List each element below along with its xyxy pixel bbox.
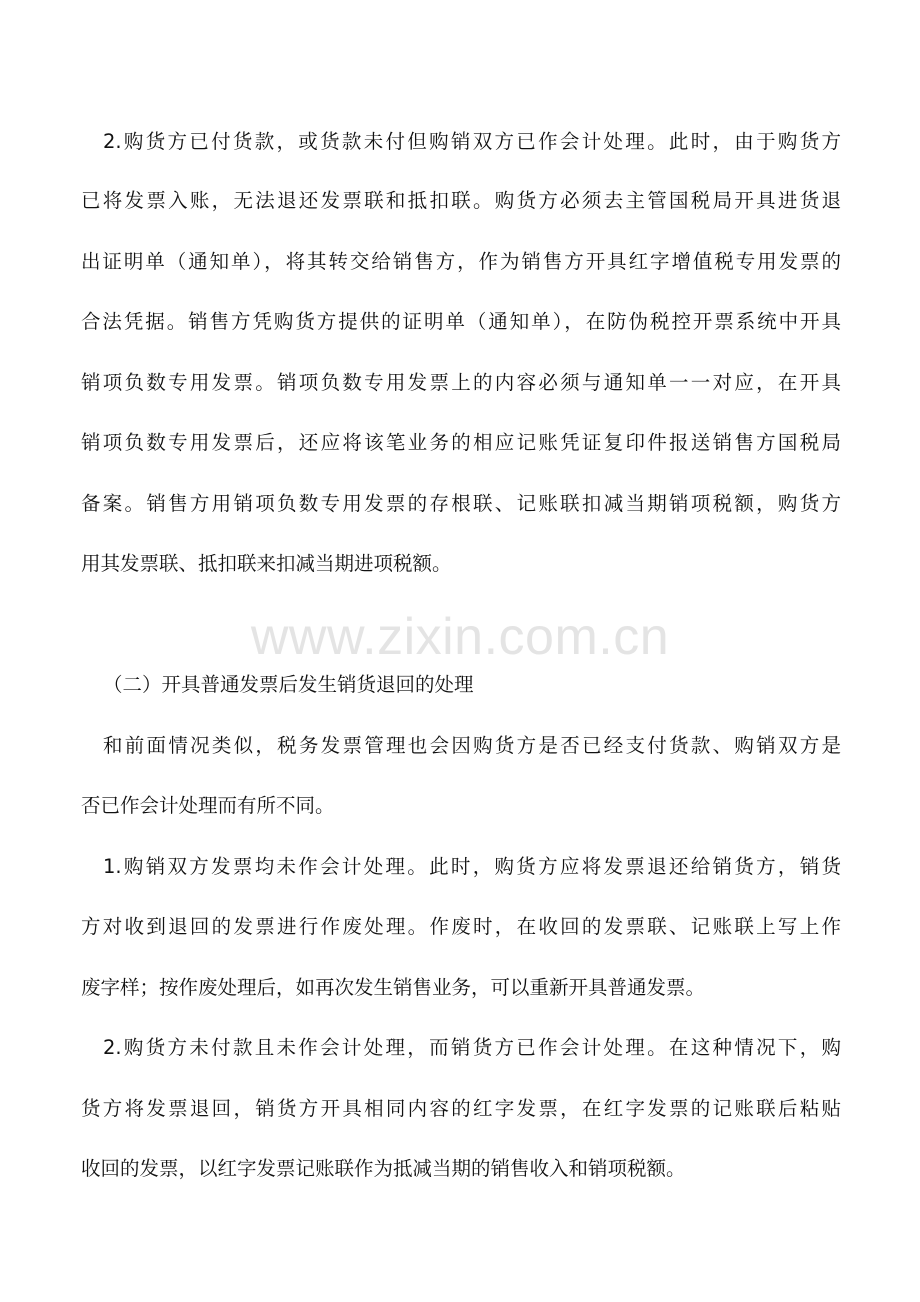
paragraph-4-line-2: 货方将发票退回，销货方开具相同内容的红字发票，在红字发票的记账联后粘贴 — [81, 1097, 841, 1120]
watermark: www.zixin.com.cn — [250, 608, 670, 666]
paragraph-1-line-2: 已将发票入账，无法退还发票联和抵扣联。购货方必须去主管国税局开具进货退 — [81, 189, 841, 212]
paragraph-1-line-3: 出证明单（通知单），将其转交给销售方，作为销售方开具红字增值税专用发票的 — [81, 250, 841, 273]
paragraph-3-line-1: 1.购销双方发票均未作会计处理。此时，购货方应将发票退还给销货方，销货 — [103, 855, 841, 878]
paragraph-3-line-3: 废字样；按作废处理后，如再次发生销售业务，可以重新开具普通发票。 — [81, 976, 706, 999]
paragraph-2-line-2: 否已作会计处理而有所不同。 — [81, 794, 335, 817]
paragraph-2-line-1: 和前面情况类似，税务发票管理也会因购货方是否已经支付货款、购销双方是 — [103, 734, 841, 757]
paragraph-1-line-6: 销项负数专用发票后，还应将该笔业务的相应记账凭证复印件报送销售方国税局 — [81, 431, 841, 454]
paragraph-1-line-8: 用其发票联、抵扣联来扣减当期进项税额。 — [81, 552, 452, 575]
paragraph-1-line-5: 销项负数专用发票。销项负数专用发票上的内容必须与通知单一一对应，在开具 — [81, 371, 841, 394]
paragraph-4-line-3: 收回的发票，以红字发票记账联作为抵减当期的销售收入和销项税额。 — [81, 1157, 686, 1180]
paragraph-3-line-2: 方对收到退回的发票进行作废处理。作废时，在收回的发票联、记账联上写上作 — [81, 915, 841, 938]
paragraph-1-line-7: 备案。销售方用销项负数专用发票的存根联、记账联扣减当期销项税额，购货方 — [81, 492, 841, 515]
section-heading: （二）开具普通发票后发生销货退回的处理 — [103, 673, 474, 696]
paragraph-4-line-1: 2.购货方未付款且未作会计处理，而销货方已作会计处理。在这种情况下，购 — [103, 1036, 841, 1059]
paragraph-1-line-1: 2.购货方已付货款，或货款未付但购销双方已作会计处理。此时，由于购货方 — [103, 130, 841, 153]
paragraph-1-line-4: 合法凭据。销售方凭购货方提供的证明单（通知单），在防伪税控开票系统中开具 — [81, 310, 841, 333]
